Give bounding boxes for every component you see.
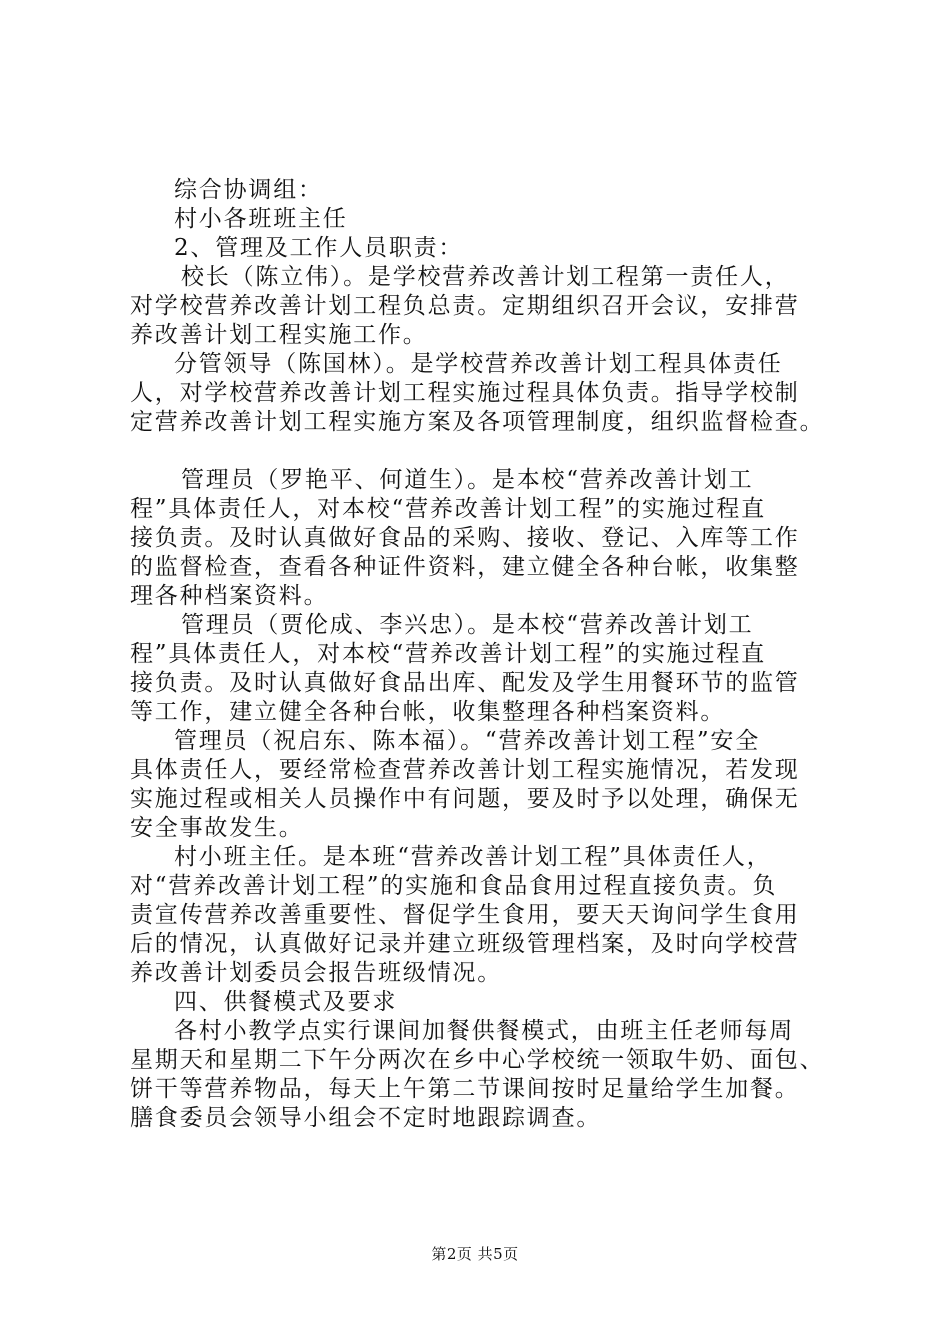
section-heading: 四、供餐模式及要求 xyxy=(174,989,398,1015)
paragraph-line: 实施过程或相关人员操作中有问题，要及时予以处理，确保无 xyxy=(130,786,800,812)
paragraph-line: 责宣传营养改善重要性、督促学生食用，要天天询问学生食用 xyxy=(130,902,800,928)
paragraph-line: 人，对学校营养改善计划工程实施过程具体负责。指导学校制 xyxy=(130,380,800,406)
paragraph-line: 接负责。及时认真做好食品出库、配发及学生用餐环节的监管 xyxy=(130,670,800,696)
paragraph-line: 具体责任人，要经常检查营养改善计划工程实施情况，若发现 xyxy=(130,757,800,783)
paragraph-line: 管理员（祝启东、陈本福）。“营养改善计划工程”安全 xyxy=(174,728,761,754)
section-heading: 2、管理及工作人员职责： xyxy=(174,235,464,261)
paragraph-line: 对“营养改善计划工程”的实施和食品食用过程直接负责。负 xyxy=(130,873,778,899)
paragraph-line: 的监督检查，查看各种证件资料，建立健全各种台帐，收集整 xyxy=(130,554,800,580)
document-body xyxy=(130,176,830,1133)
paragraph-line: 养改善计划工程实施工作。 xyxy=(130,322,428,348)
paragraph-line: 村小各班班主任 xyxy=(174,206,348,232)
paragraph-line: 管理员（贾伦成、李兴忠）。是本校“营养改善计划工 xyxy=(181,612,754,638)
paragraph-line: 养改善计划委员会报告班级情况。 xyxy=(130,960,502,986)
paragraph-line: 膳食委员会领导小组会不定时地跟踪调查。 xyxy=(130,1105,602,1131)
paragraph-line: 等工作，建立健全各种台帐，收集整理各种档案资料。 xyxy=(130,699,726,725)
paragraph-line: 程”具体责任人，对本校“营养改善计划工程”的实施过程直 xyxy=(130,641,766,667)
paragraph-line: 综合协调组： xyxy=(174,177,323,203)
paragraph-line: 各村小教学点实行课间加餐供餐模式，由班主任老师每周 xyxy=(174,1018,794,1044)
paragraph-line: 校长（陈立伟）。是学校营养改善计划工程第一责任人， xyxy=(181,264,790,290)
paragraph-line: 管理员（罗艳平、何道生）。是本校“营养改善计划工 xyxy=(181,467,754,493)
paragraph-line: 接负责。及时认真做好食品的采购、接收、登记、入库等工作 xyxy=(130,525,800,551)
paragraph-gap xyxy=(130,437,830,466)
paragraph-line: 饼干等营养物品，每天上午第二节课间按时足量给学生加餐。 xyxy=(130,1076,800,1102)
paragraph-line: 理各种档案资料。 xyxy=(130,583,329,609)
paragraph-line: 对学校营养改善计划工程负总责。定期组织召开会议，安排营 xyxy=(130,293,800,319)
paragraph-line: 村小班主任。是本班“营养改善计划工程”具体责任人， xyxy=(174,844,772,870)
page-footer xyxy=(0,1244,950,1264)
page-number-label: 第2页 共5页 xyxy=(431,1245,519,1263)
paragraph-line: 后的情况，认真做好记录并建立班级管理档案，及时向学校营 xyxy=(130,931,800,957)
paragraph-line: 分管领导（陈国林）。是学校营养改善计划工程具体责任 xyxy=(174,351,783,377)
paragraph-line: 程”具体责任人，对本校“营养改善计划工程”的实施过程直 xyxy=(130,496,766,522)
paragraph-line: 定营养改善计划工程实施方案及各项管理制度，组织监督检查。 xyxy=(130,409,825,435)
paragraph-line: 安全事故发生。 xyxy=(130,815,304,841)
paragraph-line: 星期天和星期二下午分两次在乡中心学校统一领取牛奶、面包、 xyxy=(130,1047,825,1073)
